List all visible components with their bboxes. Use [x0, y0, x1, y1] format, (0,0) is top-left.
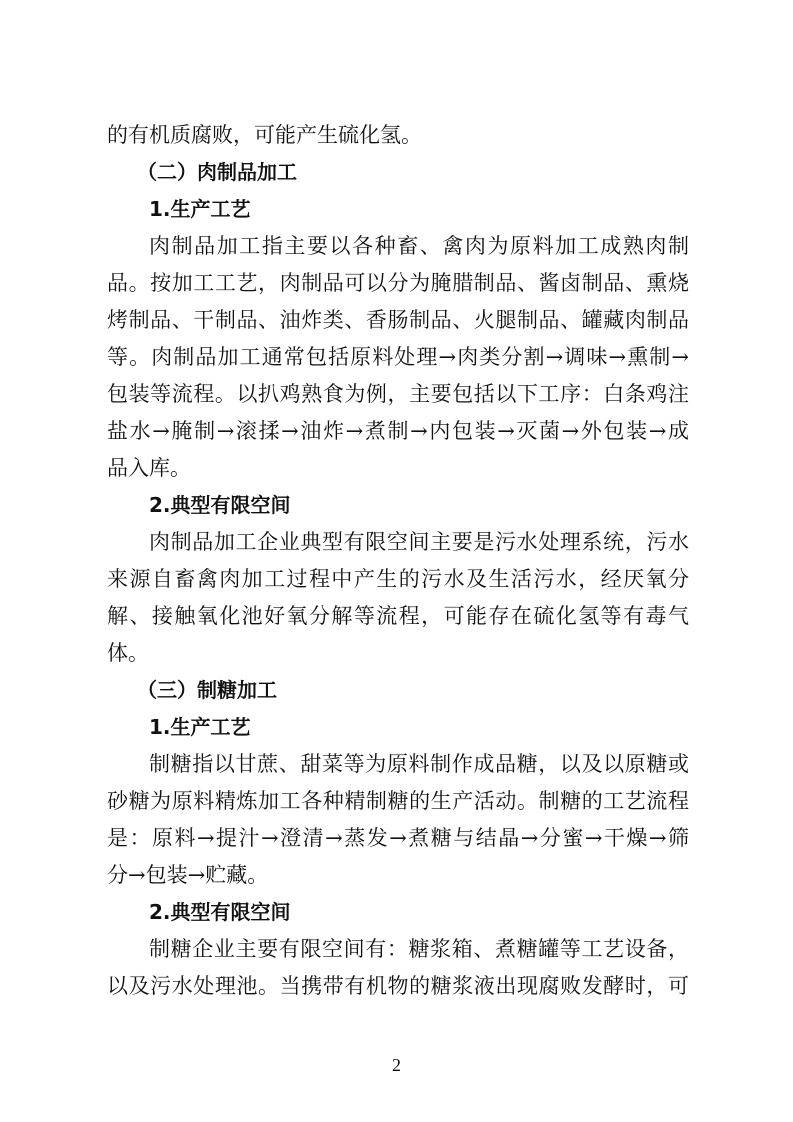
document-body [107, 117, 689, 1005]
paragraph-line: 等。肉制品加工通常包括原料处理→肉类分割→调味→熏制→ [107, 345, 689, 369]
paragraph-line: 品。按加工工艺，肉制品可以分为腌腊制品、酱卤制品、熏烧 [107, 271, 689, 295]
paragraph-line: 制糖企业主要有限空间有：糖浆箱、煮糖罐等工艺设备， [149, 937, 689, 961]
paragraph-line: 烤制品、干制品、油炸类、香肠制品、火腿制品、罐藏肉制品 [107, 308, 689, 332]
section-heading: （三）制糖加工 [137, 678, 277, 702]
paragraph-line: 分→包装→贮藏。 [107, 863, 269, 887]
subsection-heading: 1.生产工艺 [149, 197, 251, 221]
paragraph-line: 砂糖为原料精炼加工各种精制糖的生产活动。制糖的工艺流程 [107, 789, 689, 813]
page-number: 2 [392, 1055, 401, 1075]
paragraph-line: 是：原料→提汁→澄清→蒸发→煮糖与结晶→分蜜→干燥→筛 [107, 826, 689, 850]
paragraph-line: 来源自畜禽肉加工过程中产生的污水及生活污水，经厌氧分 [107, 567, 689, 591]
paragraph-line: 品入库。 [107, 456, 191, 480]
paragraph-line: 以及污水处理池。当携带有机物的糖浆液出现腐败发酵时，可 [107, 974, 689, 998]
paragraph-line: 肉制品加工企业典型有限空间主要是污水处理系统，污水 [149, 530, 689, 554]
paragraph-line: 的有机质腐败，可能产生硫化氢。 [107, 123, 422, 147]
paragraph-line: 体。 [107, 641, 149, 665]
subsection-heading: 2.典型有限空间 [149, 900, 291, 924]
section-heading: （二）肉制品加工 [137, 160, 297, 184]
paragraph-line: 盐水→腌制→滚揉→油炸→煮制→内包装→灭菌→外包装→成 [107, 419, 689, 443]
paragraph-line: 肉制品加工指主要以各种畜、禽肉为原料加工成熟肉制 [149, 234, 689, 258]
paragraph-line: 包装等流程。以扒鸡熟食为例，主要包括以下工序：白条鸡注 [107, 382, 689, 406]
paragraph-line: 解、接触氧化池好氧分解等流程，可能存在硫化氢等有毒气 [107, 604, 689, 628]
paragraph-line: 制糖指以甘蔗、甜菜等为原料制作成品糖，以及以原糖或 [149, 752, 689, 776]
subsection-heading: 2.典型有限空间 [149, 493, 291, 517]
subsection-heading: 1.生产工艺 [149, 715, 251, 739]
